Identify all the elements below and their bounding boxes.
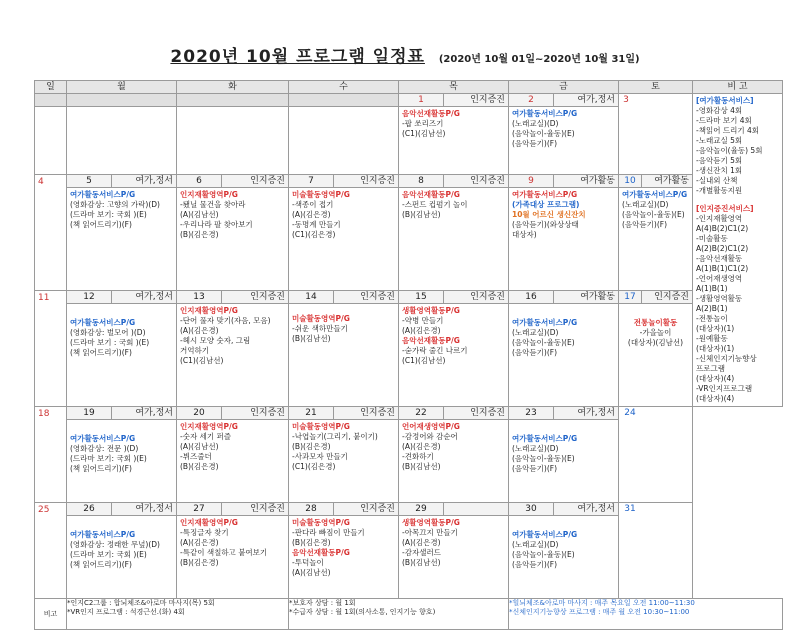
- program-line: (B)(김은경): [292, 442, 331, 451]
- header-wed: 수: [289, 81, 399, 94]
- program-line: (A)(김은경): [180, 538, 219, 547]
- day-cell: [67, 503, 177, 599]
- day-cell-empty: [35, 94, 67, 175]
- program-line: (드라마 보기: 국회 )(E): [70, 550, 147, 559]
- day-label: 여가,정서: [135, 291, 173, 302]
- program-line: (A)(김은경): [180, 325, 219, 335]
- note-count: 4회: [739, 116, 752, 125]
- week-3: [35, 290, 783, 406]
- sunday-cell: 11: [35, 290, 67, 406]
- program-line: -판다라 빠짐이 만들기: [292, 528, 365, 537]
- note-count: (대상자)(4): [696, 394, 735, 403]
- program-line: -동명계 만들기: [292, 219, 341, 229]
- day-cell: [619, 174, 693, 290]
- program-line: (책 읽어드리기)(F): [70, 347, 132, 357]
- day-label: 여가활동: [580, 175, 615, 186]
- program-line: -특같이 색칠하고 붙여보기: [180, 548, 268, 557]
- program-title: 여가활동서비스P/G: [512, 434, 578, 443]
- day-cell: [399, 94, 509, 175]
- day-cell-empty: [177, 94, 289, 175]
- day-label: 인지증진: [360, 408, 395, 418]
- note-count: 1회: [730, 166, 743, 175]
- sunday-cell: 4: [35, 174, 67, 290]
- note-count: (대상자)(1): [696, 324, 735, 333]
- day-cell: [619, 290, 693, 406]
- note-item: -책읽어 드리기: [696, 126, 745, 135]
- program-line: -우리나라 팔 찾아보기: [180, 219, 253, 229]
- sunday-cell: 25: [35, 503, 67, 599]
- program-title: 여가활동서비스P/G: [512, 317, 578, 327]
- title-main: 2020년 10월 프로그램 일정표: [170, 47, 425, 67]
- program-line: (음악놀이-율동)(E): [512, 454, 575, 463]
- program-line: -낙엽놀기(그리기, 붙이기): [292, 432, 378, 441]
- day-label: 여가,정서: [577, 504, 615, 514]
- program-title: 인지재활영역P/G: [180, 422, 238, 431]
- day-cell-empty: [67, 94, 177, 175]
- program-title: 음악선재활동P/G: [402, 109, 460, 118]
- day-number: 27: [177, 503, 222, 515]
- program-line: (책 읽어드리기)(F): [70, 464, 132, 473]
- program-line: (책 읽어드리기)(F): [70, 560, 132, 569]
- program-line: -견화하기: [402, 452, 434, 461]
- day-number: 12: [67, 291, 112, 303]
- program-line: (B)(김은경): [180, 462, 219, 471]
- program-line: (책 읽어드리기)(F): [70, 219, 132, 229]
- program-title: 미술활동영역P/G: [292, 313, 350, 323]
- program-line: -아목끄지 만들기: [402, 528, 458, 537]
- program-line: (C1)(김은경): [292, 462, 336, 471]
- day-cell: [289, 503, 399, 599]
- program-title: 미술활동영역P/G: [292, 518, 350, 527]
- day-cell: [399, 503, 509, 599]
- day-number: 8: [399, 175, 444, 187]
- note-item: -노래교실: [696, 136, 728, 145]
- day-number: 23: [509, 407, 554, 419]
- program-line: (C1)(김남선): [180, 355, 224, 365]
- program-line: -감자샐러드: [402, 548, 441, 557]
- day-cell: [289, 290, 399, 406]
- day-cell: [399, 174, 509, 290]
- program-line: (음악놀이-율동)(E): [512, 337, 575, 347]
- header-thu: 목: [399, 81, 509, 94]
- header-fri: 금: [509, 81, 619, 94]
- page-title: [0, 42, 810, 67]
- program-line: (C1)(김남선): [402, 355, 446, 365]
- day-label: 인지증진: [250, 175, 285, 186]
- program-line: (영화감상: 벌모어 )(D): [70, 327, 146, 337]
- program-line: -가을놀이: [639, 327, 672, 337]
- day-label: 여가,정서: [135, 504, 173, 514]
- footer-line: *인지C2그룹 : 합뇌체조&아로마 마사지(목) 5회: [67, 599, 215, 607]
- footer-note-3: [509, 599, 783, 630]
- program-title: 인지재활영역P/G: [180, 305, 238, 315]
- day-cell: [619, 94, 693, 175]
- footer-line: *힐뇌체조&아로마 마사지 : 매주 목요일 오전 11:00~11:30: [509, 599, 695, 607]
- day-number: 13: [177, 291, 222, 303]
- program-line: (드라마 보기: 국회 )(E): [70, 454, 147, 463]
- day-number: 19: [67, 407, 112, 419]
- program-title: 미술활동영역P/G: [292, 422, 350, 431]
- program-line: -팝 쏘리즈기: [402, 119, 444, 128]
- note-item: -음악놀이(율동): [696, 146, 749, 155]
- program-line: -색종이 접기: [292, 199, 334, 209]
- day-number: 21: [289, 407, 334, 419]
- note-count: A(2)B(1): [696, 304, 728, 313]
- note-count: A(1)B(1)C1(2): [696, 264, 749, 273]
- note-item: -미술활동: [696, 234, 728, 243]
- day-cell: [619, 503, 693, 599]
- day-number: 20: [177, 407, 222, 419]
- day-cell: [399, 290, 509, 406]
- note-item: -생활영역활동: [696, 294, 743, 303]
- day-cell: [509, 94, 619, 175]
- program-title: 생활영역활동P/G: [402, 305, 460, 315]
- day-number: 5: [67, 175, 112, 187]
- note-item: -생신잔치: [696, 166, 728, 175]
- day-number: 3: [623, 95, 629, 105]
- program-line: -쉬운 색하만들기: [292, 323, 348, 333]
- day-cell: [67, 174, 177, 290]
- footer-line: *VR인지 프로그램 : 석경근선.(화) 4회: [67, 608, 185, 616]
- program-title: 인지재활영역P/G: [180, 189, 238, 199]
- program-line: -사과모자 만들기: [292, 452, 348, 461]
- note-count: (대상자)(4): [696, 374, 735, 383]
- program-line: -뷔즈줄더: [180, 452, 212, 461]
- program-line: (음악듣기)(F): [512, 464, 557, 473]
- footer-line: *보호자 상담 : 월 1회: [289, 599, 356, 607]
- program-line: (A)(김남선): [180, 442, 219, 451]
- program-title: 여가활동서비스P/G: [70, 189, 136, 199]
- day-label: [444, 503, 508, 515]
- program-line: -숟가락 줄긴 나르기: [402, 345, 468, 355]
- program-line: (음악놀이-율동)(E): [512, 550, 575, 559]
- footer-row: [35, 599, 783, 630]
- program-line: (B)(김은경): [180, 558, 219, 567]
- note-count: (대상자)(1): [696, 344, 735, 353]
- day-cell: [177, 407, 289, 503]
- footer-line: *수급자 상담 : 월 1회(의사소통, 인지기능 향호): [289, 608, 436, 616]
- program-line: -헤시 모양 숫자, 그림: [180, 335, 251, 345]
- program-title: 음악선재활동P/G: [292, 548, 350, 557]
- note-count: 4회: [730, 106, 743, 115]
- program-line: (음악듣기)(와상상태: [512, 219, 579, 229]
- day-label: 여가활동: [580, 291, 615, 302]
- program-title: 음악선재활동P/G: [402, 335, 460, 345]
- program-line: (드라마 보기 : 국회 )(E): [70, 337, 150, 347]
- day-label: 여가,정서: [135, 408, 173, 418]
- day-label: 인지증진: [470, 291, 505, 302]
- program-title: 미술활동영역P/G: [292, 189, 350, 199]
- day-cell: [177, 290, 289, 406]
- day-number: 29: [399, 503, 444, 515]
- note-count: A(4)B(2)C1(2): [696, 224, 749, 233]
- program-line: (음악듣기)(F): [622, 219, 667, 229]
- day-cell: [289, 174, 399, 290]
- note-item: -음악듣기: [696, 156, 728, 165]
- day-cell: [509, 174, 619, 290]
- day-number: 24: [624, 408, 636, 418]
- program-line: (노래교실)(D): [512, 327, 559, 337]
- program-title: 여가활동서비스P/G: [70, 317, 136, 327]
- day-cell: [509, 503, 619, 599]
- day-label: 인지증진: [360, 504, 395, 514]
- day-cell: [67, 290, 177, 406]
- program-line: (A)(김남선): [292, 568, 331, 577]
- program-title: 인지재활영역P/G: [180, 518, 238, 527]
- program-line: -단어 풀자 맞기(자음, 모음): [180, 315, 271, 325]
- header-sun: 일: [35, 81, 67, 94]
- program-line: (A)(김은경): [402, 442, 441, 451]
- day-label: 인지증진: [470, 95, 505, 105]
- day-label: 인지증진: [470, 175, 505, 186]
- program-title: 전통놀이활동: [633, 317, 678, 327]
- day-cell: [67, 407, 177, 503]
- day-label: 여가활동: [654, 175, 689, 186]
- program-line: (음악놀이-율동)(E): [622, 209, 685, 219]
- day-label: 인지증진: [470, 408, 505, 418]
- program-line: -됐닐 물건을 찾아라: [180, 199, 246, 209]
- program-line: (노래교실)(D): [512, 540, 559, 549]
- note-item: -드라마 보기: [696, 116, 738, 125]
- program-title: 여가활동서비스P/G: [512, 109, 578, 118]
- program-line: -투덕놀이: [292, 558, 324, 567]
- program-title: 여가활동서비스P/G: [70, 530, 136, 539]
- day-number: 9: [509, 175, 554, 187]
- note-count: 4회: [746, 126, 759, 135]
- program-line: (B)(김은경): [180, 229, 219, 239]
- program-line: (영화감상: 정래한 무넢)(D): [70, 540, 160, 549]
- program-title: 여가활동서비스P/G: [512, 530, 578, 539]
- day-label: 여가,정서: [577, 95, 615, 105]
- header-sat: 토: [619, 81, 693, 94]
- day-number: 1: [399, 94, 444, 106]
- header-row: [35, 81, 783, 94]
- footer-note-2: [289, 599, 509, 630]
- program-line: -특징글자 찾기: [180, 528, 229, 537]
- day-number: 30: [509, 503, 554, 515]
- note-item: -VR인지프로그램: [696, 384, 753, 393]
- note-item: -전통놀이: [696, 314, 728, 323]
- week-5: [35, 503, 783, 599]
- program-line: (B)(김남선): [292, 333, 331, 343]
- day-number: 26: [67, 503, 112, 515]
- note-heading-leisure: [여가활동서비스]: [696, 96, 754, 105]
- program-line: (노래교실)(D): [512, 119, 559, 128]
- sunday-cell: 18: [35, 407, 67, 503]
- program-line: (A)(김은경): [402, 538, 441, 547]
- program-title: 여가활동서비스P/G: [512, 189, 578, 199]
- day-cell: [289, 407, 399, 503]
- program-line: (C1)(김남선): [402, 129, 446, 138]
- program-subtitle: (가족대상 프로그램): [512, 199, 580, 209]
- day-number: 17: [619, 291, 642, 303]
- program-line: (B)(김남선): [402, 558, 441, 567]
- day-number: 28: [289, 503, 334, 515]
- program-line: 대상자): [512, 229, 537, 239]
- program-line: (C1)(김은경): [292, 229, 336, 239]
- program-highlight: 10월 어르신 생신잔치: [512, 209, 586, 219]
- program-line: (음악듣기)(F): [512, 139, 557, 148]
- day-number: 31: [624, 504, 636, 514]
- program-title: 언어재생영역P/G: [402, 422, 460, 431]
- day-label: 인지증진: [250, 291, 285, 302]
- note-item: -영화감상: [696, 106, 728, 115]
- note-item: -인지재활영역: [696, 214, 743, 223]
- note-count: 5회: [750, 146, 763, 155]
- program-line: (노래교실)(D): [622, 199, 669, 209]
- day-label: 인지증진: [654, 291, 689, 302]
- note-count: 5회: [730, 136, 743, 145]
- day-label: 인지증진: [250, 504, 285, 514]
- note-count: A(1)B(1): [696, 284, 728, 293]
- program-line: -스펀드 컵펌기 놀이: [402, 199, 468, 209]
- program-line: -숫자 세기 퍼즐: [180, 432, 231, 441]
- day-number: 2: [509, 94, 554, 106]
- note-count: 5회: [730, 156, 743, 165]
- day-number: 7: [289, 175, 334, 187]
- day-cell: [177, 174, 289, 290]
- day-label: 인지증진: [250, 408, 285, 418]
- note-item: -음악선재활동: [696, 254, 743, 263]
- footer-label: 비고: [35, 599, 67, 630]
- day-label: 인지증진: [360, 291, 395, 302]
- note-item: -신체인지기능향상: [696, 354, 757, 363]
- program-line: (음악듣기)(F): [512, 560, 557, 569]
- program-line: (A)(김은경): [402, 325, 441, 335]
- footer-line: *신체인지기능향상 프로그램 : 매주 월 오전 10:30~11:00: [509, 608, 690, 616]
- footer-note-1: [67, 599, 289, 630]
- day-number: 6: [177, 175, 222, 187]
- header-tue: 화: [177, 81, 289, 94]
- program-line: (A)(김남선): [180, 209, 219, 219]
- day-cell: [509, 290, 619, 406]
- day-label: 여가,정서: [577, 408, 615, 418]
- header-note: 비 고: [693, 81, 783, 94]
- day-cell: [399, 407, 509, 503]
- schedule-table: [34, 80, 783, 630]
- program-line: (드라마 보기: 국회 )(E): [70, 209, 147, 219]
- day-label: 인지증진: [360, 175, 395, 186]
- program-title: 생활영역활동P/G: [402, 518, 460, 527]
- program-title: 여가활동서비스P/G: [70, 434, 136, 443]
- program-line: 거억하기: [180, 345, 209, 355]
- header-mon: 월: [67, 81, 177, 94]
- note-count: A(2)B(2)C1(2): [696, 244, 749, 253]
- program-line: (영화감상: 고향의 가락)(D): [70, 199, 160, 209]
- note-item: -개별활동지원: [696, 186, 743, 195]
- week-1: [35, 94, 783, 175]
- day-number: 16: [509, 291, 554, 303]
- day-cell-empty: [289, 94, 399, 175]
- program-line: (A)(김은경): [292, 209, 331, 219]
- program-line: (영화감상: 전문 )(D): [70, 444, 139, 453]
- day-number: 10: [619, 175, 642, 187]
- program-line: (B)(김남선): [402, 209, 441, 219]
- note-heading-cognitive: [인지증진서비스]: [696, 204, 754, 213]
- day-cell: [619, 407, 693, 503]
- day-number: 15: [399, 291, 444, 303]
- title-range: (2020년 10월 01일~2020년 10월 31일): [438, 54, 640, 65]
- program-line: (음악듣기)(F): [512, 347, 557, 357]
- notes-cell: [693, 94, 783, 407]
- note-item: -언어재생영역: [696, 274, 743, 283]
- program-line: (B)(김남선): [402, 462, 441, 471]
- program-line: (대상자)(김남선): [627, 337, 684, 347]
- week-2: [35, 174, 783, 290]
- program-line: -약병 만들기: [402, 315, 444, 325]
- day-label: 여가,정서: [135, 175, 173, 186]
- note-item: -실내외 산책: [696, 176, 738, 185]
- program-line: (노래교실)(D): [512, 444, 559, 453]
- program-line: -감정어와 감순어: [402, 432, 458, 441]
- program-line: (B)(김은경): [292, 538, 331, 547]
- week-4: [35, 407, 783, 503]
- program-line: (음악놀이-율동)(E): [512, 129, 575, 138]
- program-title: 음악선재활동P/G: [402, 189, 460, 199]
- day-cell: [509, 407, 619, 503]
- day-cell: [177, 503, 289, 599]
- program-title: 여가활동서비스P/G: [622, 189, 688, 199]
- day-number: 14: [289, 291, 334, 303]
- note-item: -원예활동: [696, 334, 728, 343]
- day-number: 22: [399, 407, 444, 419]
- note-item: 프로그램: [696, 364, 725, 373]
